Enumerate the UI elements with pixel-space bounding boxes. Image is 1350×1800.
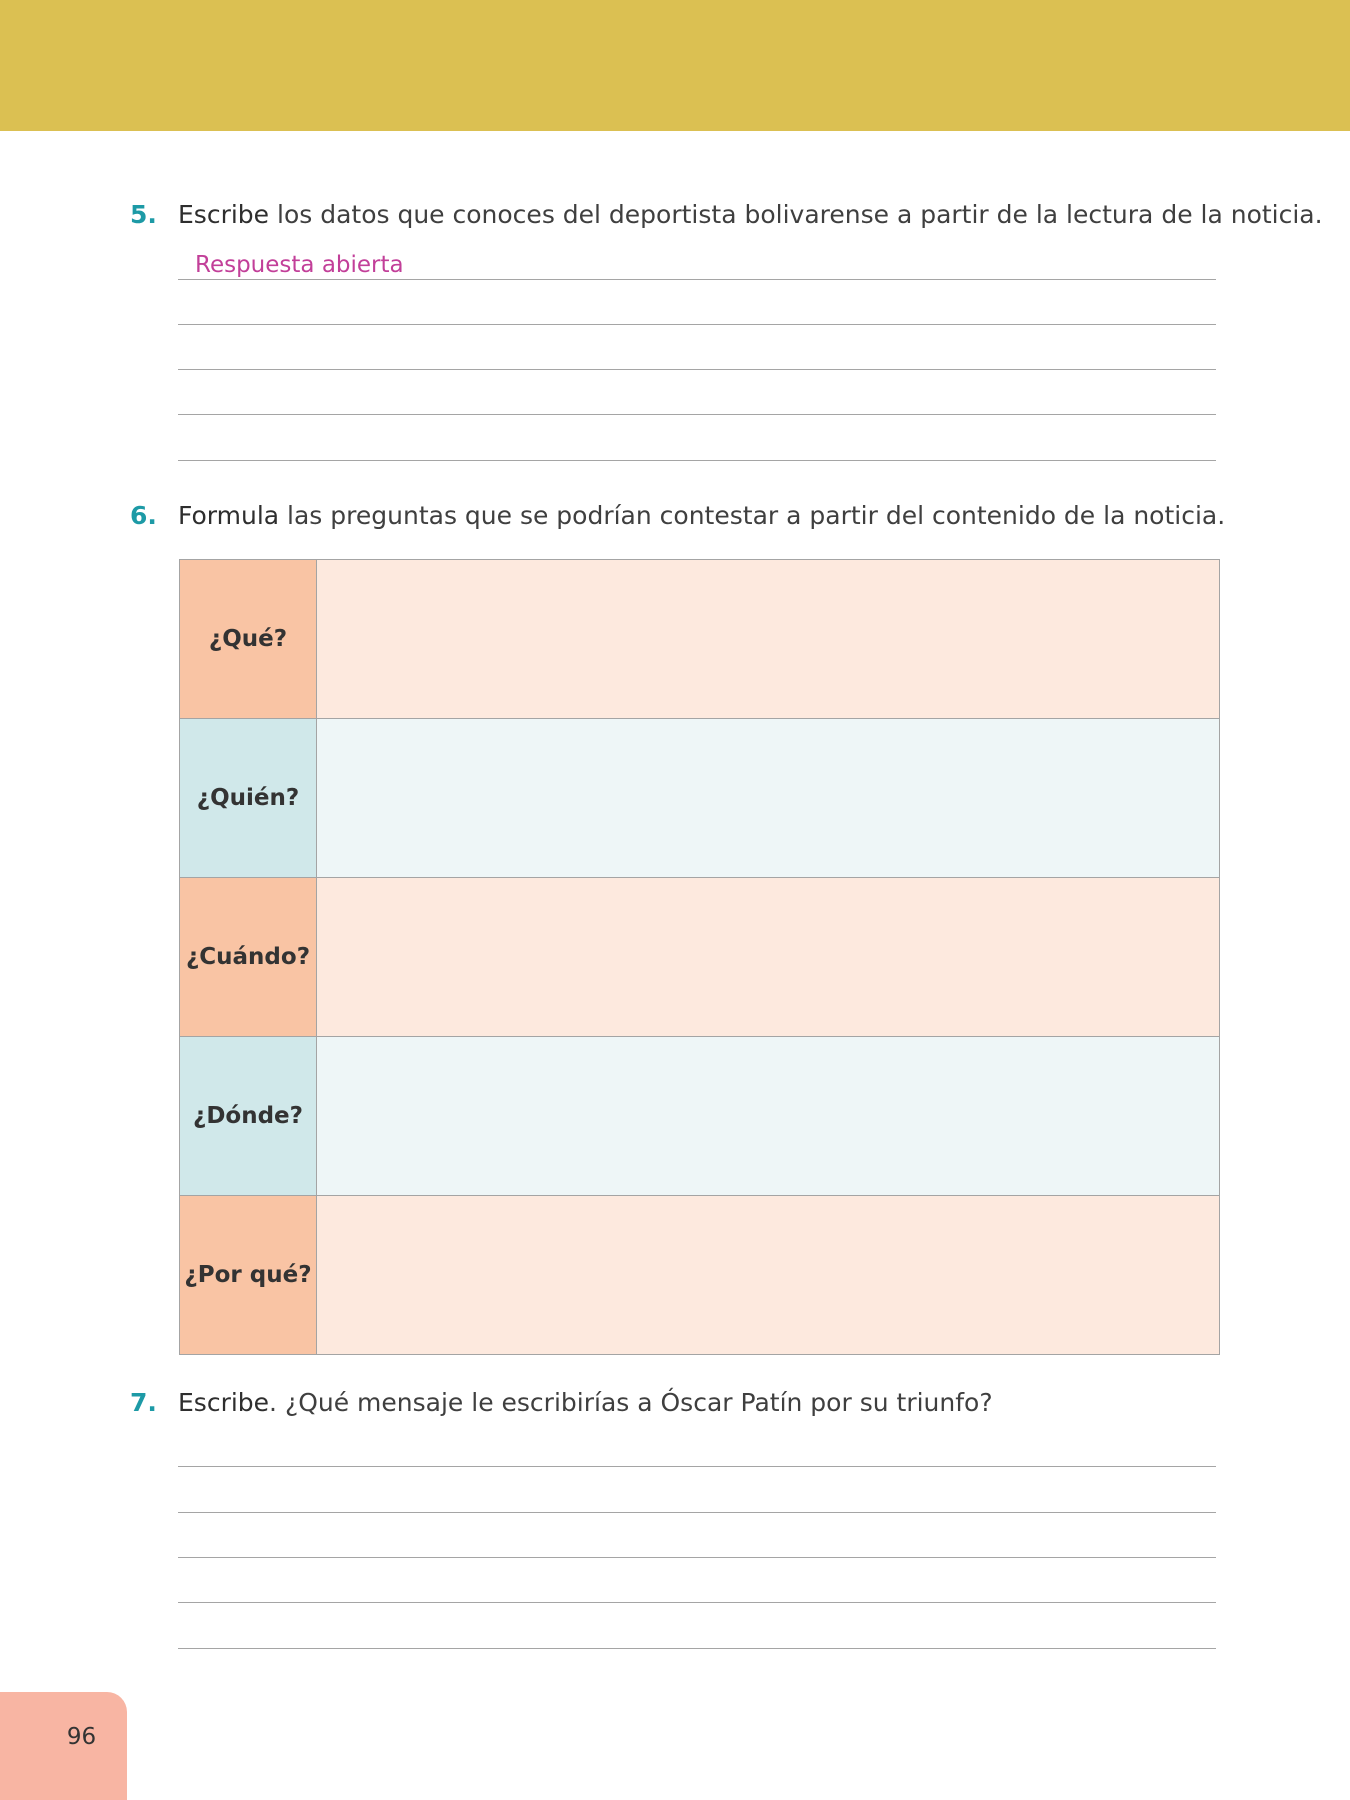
question-verb: Escribe [178, 200, 270, 229]
question-text: los datos que conoces del deportista bolivarense a partir de la lectura de la noticia. [269, 200, 1323, 229]
row-label-quien: ¿Quién? [180, 719, 317, 878]
page-number-tab [0, 1692, 127, 1800]
question-5 [130, 199, 1323, 231]
answer-line[interactable] [178, 1557, 1216, 1558]
answer-line[interactable] [178, 414, 1216, 415]
question-number: 7. [130, 1388, 157, 1417]
header-band [0, 0, 1350, 131]
question-verb: Formula [178, 501, 280, 530]
question-number: 5. [130, 200, 157, 229]
table-row [180, 1037, 1220, 1196]
answer-text: Respuesta abierta [195, 252, 404, 278]
questions-table [179, 559, 1220, 1355]
answer-cell-quien[interactable] [317, 719, 1220, 878]
answer-line[interactable] [178, 1648, 1216, 1649]
answer-line[interactable] [178, 369, 1216, 370]
page-number: 96 [66, 1724, 97, 1750]
answer-line[interactable] [178, 460, 1216, 461]
answer-line[interactable] [178, 1466, 1216, 1467]
answer-cell-por-que[interactable] [317, 1196, 1220, 1355]
question-text: . ¿Qué mensaje le escribirías a Óscar Patín por su triunfo? [269, 1388, 993, 1417]
answer-cell-que[interactable] [317, 560, 1220, 719]
row-label-donde: ¿Dónde? [180, 1037, 317, 1196]
table-row [180, 719, 1220, 878]
question-verb: Escribe [178, 1388, 270, 1417]
question-number: 6. [130, 501, 157, 530]
table-row [180, 560, 1220, 719]
row-label-por-que: ¿Por qué? [180, 1196, 317, 1355]
table-row [180, 1196, 1220, 1355]
answer-line[interactable] [178, 1602, 1216, 1603]
answer-cell-cuando[interactable] [317, 878, 1220, 1037]
question-text: las preguntas que se podrían contestar a partir del contenido de la noticia. [279, 501, 1226, 530]
question-7 [130, 1387, 993, 1419]
answer-line[interactable] [178, 1512, 1216, 1513]
question-6 [130, 500, 1225, 532]
answer-line[interactable] [178, 279, 1216, 280]
table-row [180, 878, 1220, 1037]
row-label-que: ¿Qué? [180, 560, 317, 719]
answer-cell-donde[interactable] [317, 1037, 1220, 1196]
row-label-cuando: ¿Cuándo? [180, 878, 317, 1037]
answer-line[interactable] [178, 324, 1216, 325]
